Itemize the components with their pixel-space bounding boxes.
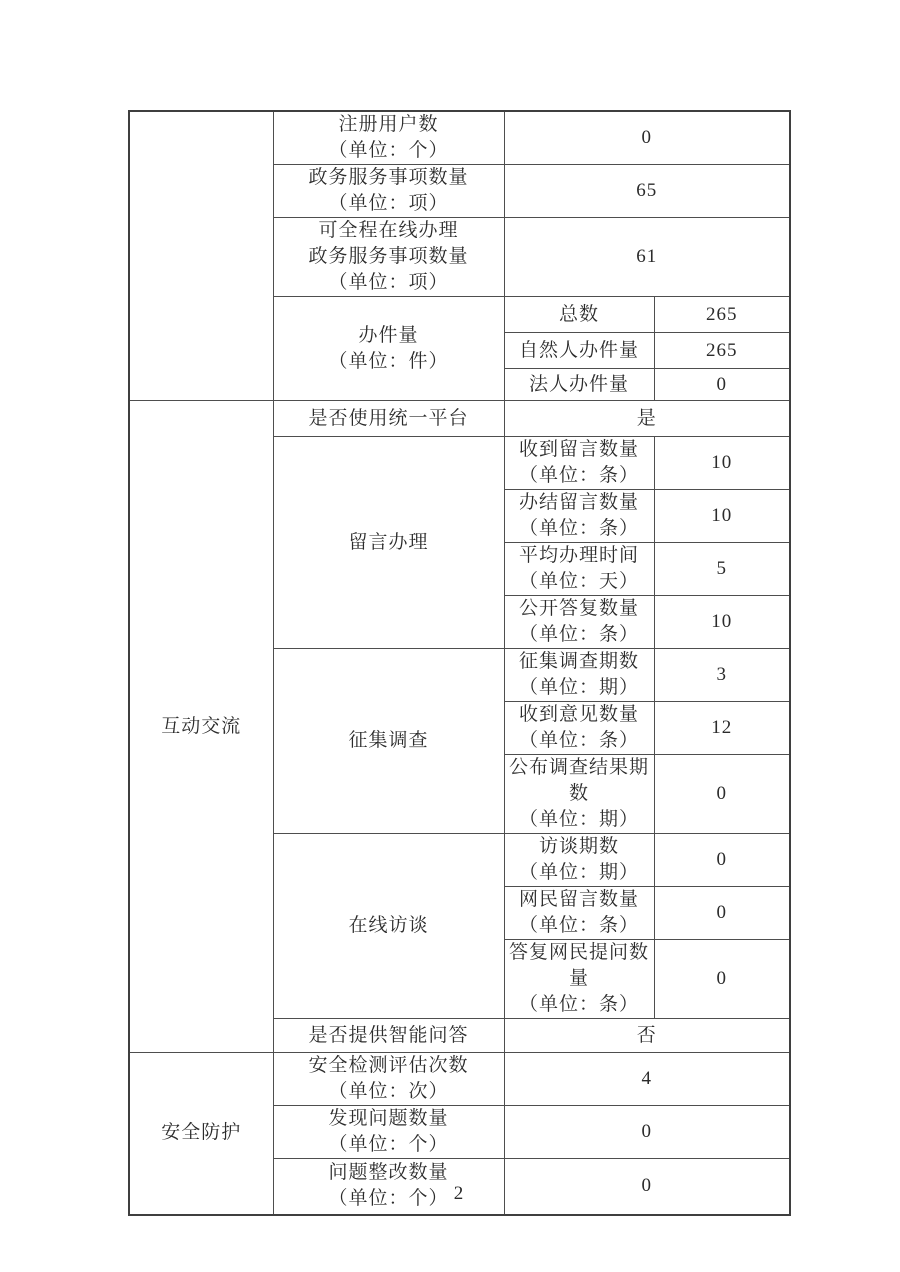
submetric-interview-periods xyxy=(504,834,654,887)
value-messages-completed: 10 xyxy=(654,490,790,543)
value-interview-periods: 0 xyxy=(654,834,790,887)
value-service-items: 65 xyxy=(504,165,790,218)
submetric-messages-avg-time xyxy=(504,543,654,596)
value-survey-periods: 3 xyxy=(654,649,790,702)
metric-name: 发现问题数量 xyxy=(328,1108,449,1129)
metric-name: 公开答复数量 xyxy=(518,598,639,619)
metric-name: 收到留言数量 xyxy=(518,439,639,460)
metric-name: 注册用户数 xyxy=(338,114,439,135)
metric-full-online-items xyxy=(273,218,504,297)
submetric-survey-periods xyxy=(504,649,654,702)
metric-name: 办件量 xyxy=(358,324,419,346)
metric-case-volume xyxy=(273,297,504,401)
metric-surveys: 征集调查 xyxy=(273,649,504,834)
submetric-case-legal-person: 法人办件量 xyxy=(504,369,654,401)
page-number: 2 xyxy=(453,1183,464,1204)
value-case-total: 265 xyxy=(654,297,790,333)
metric-name: 政务服务事项数量 xyxy=(308,167,469,188)
metric-unit: （单位：项） xyxy=(328,193,449,214)
submetric-case-natural-person: 自然人办件量 xyxy=(504,333,654,369)
metric-name: 征集调查期数 xyxy=(518,651,639,672)
value-case-natural-person: 265 xyxy=(654,333,790,369)
metric-problems-found xyxy=(273,1106,504,1159)
metric-name: 收到意见数量 xyxy=(518,704,639,725)
table-row xyxy=(129,111,790,165)
metric-unit: （单位：期） xyxy=(518,809,639,830)
metric-unit: （单位：个） xyxy=(328,1134,449,1155)
value-messages-received: 10 xyxy=(654,437,790,490)
value-unified-platform: 是 xyxy=(504,401,790,437)
metric-unit: （单位：次） xyxy=(328,1081,449,1102)
metric-name: 公布调查结果期数 xyxy=(508,757,649,804)
metric-registered-users xyxy=(273,111,504,165)
submetric-messages-received xyxy=(504,437,654,490)
category-interaction: 互动交流 xyxy=(129,401,273,1053)
value-netizen-messages: 0 xyxy=(654,887,790,940)
metric-unified-platform: 是否使用统一平台 xyxy=(273,401,504,437)
metric-service-items xyxy=(273,165,504,218)
submetric-messages-completed xyxy=(504,490,654,543)
metric-name: 问题整改数量 xyxy=(328,1162,449,1184)
value-problems-found: 0 xyxy=(504,1106,790,1159)
metric-unit: （单位：条） xyxy=(518,994,639,1015)
metric-name: 平均办理时间 xyxy=(518,545,639,566)
submetric-public-replies xyxy=(504,596,654,649)
value-problems-fixed: 0 xyxy=(504,1159,790,1215)
submetric-opinions-received xyxy=(504,702,654,755)
value-opinions-received: 12 xyxy=(654,702,790,755)
submetric-case-total: 总数 xyxy=(504,297,654,333)
metric-name: 可全程在线办理 xyxy=(318,220,459,241)
metric-security-assessments xyxy=(273,1053,504,1106)
value-full-online-items: 61 xyxy=(504,218,790,297)
value-smart-qa: 否 xyxy=(504,1019,790,1053)
metric-name: 访谈期数 xyxy=(538,836,619,857)
metric-unit: （单位：期） xyxy=(518,862,639,883)
submetric-results-published xyxy=(504,755,654,834)
metric-interviews: 在线访谈 xyxy=(273,834,504,1019)
metric-unit: （单位：条） xyxy=(518,915,639,936)
metric-unit: （单位：期） xyxy=(518,677,639,698)
metric-name: 政务服务事项数量 xyxy=(308,246,469,267)
value-public-replies: 10 xyxy=(654,596,790,649)
metric-unit: （单位：条） xyxy=(518,624,639,645)
metric-unit: （单位：条） xyxy=(518,518,639,539)
value-results-published: 0 xyxy=(654,755,790,834)
metric-unit: （单位：个） xyxy=(328,1188,449,1210)
metric-name: 网民留言数量 xyxy=(518,889,639,910)
value-registered-users: 0 xyxy=(504,111,790,165)
metric-unit: （单位：天） xyxy=(518,571,639,592)
metric-message-handling: 留言办理 xyxy=(273,437,504,649)
metric-name: 安全检测评估次数 xyxy=(308,1055,469,1076)
metric-smart-qa: 是否提供智能问答 xyxy=(273,1019,504,1053)
value-security-assessments: 4 xyxy=(504,1053,790,1106)
category-cell-blank xyxy=(129,111,273,401)
category-security: 安全防护 xyxy=(129,1053,273,1215)
value-messages-avg-time: 5 xyxy=(654,543,790,596)
metric-unit: （单位：项） xyxy=(328,272,449,293)
metric-name: 答复网民提问数量 xyxy=(508,942,649,989)
gov-website-report-table xyxy=(128,110,791,1216)
submetric-questions-answered xyxy=(504,940,654,1019)
table-row xyxy=(129,1053,790,1106)
submetric-netizen-messages xyxy=(504,887,654,940)
value-questions-answered: 0 xyxy=(654,940,790,1019)
metric-unit: （单位：条） xyxy=(518,465,639,486)
table-row xyxy=(129,401,790,437)
metric-name: 办结留言数量 xyxy=(518,492,639,513)
metric-unit: （单位：条） xyxy=(518,730,639,751)
metric-unit: （单位：件） xyxy=(328,350,449,372)
metric-unit: （单位：个） xyxy=(328,140,449,161)
value-case-legal-person: 0 xyxy=(654,369,790,401)
